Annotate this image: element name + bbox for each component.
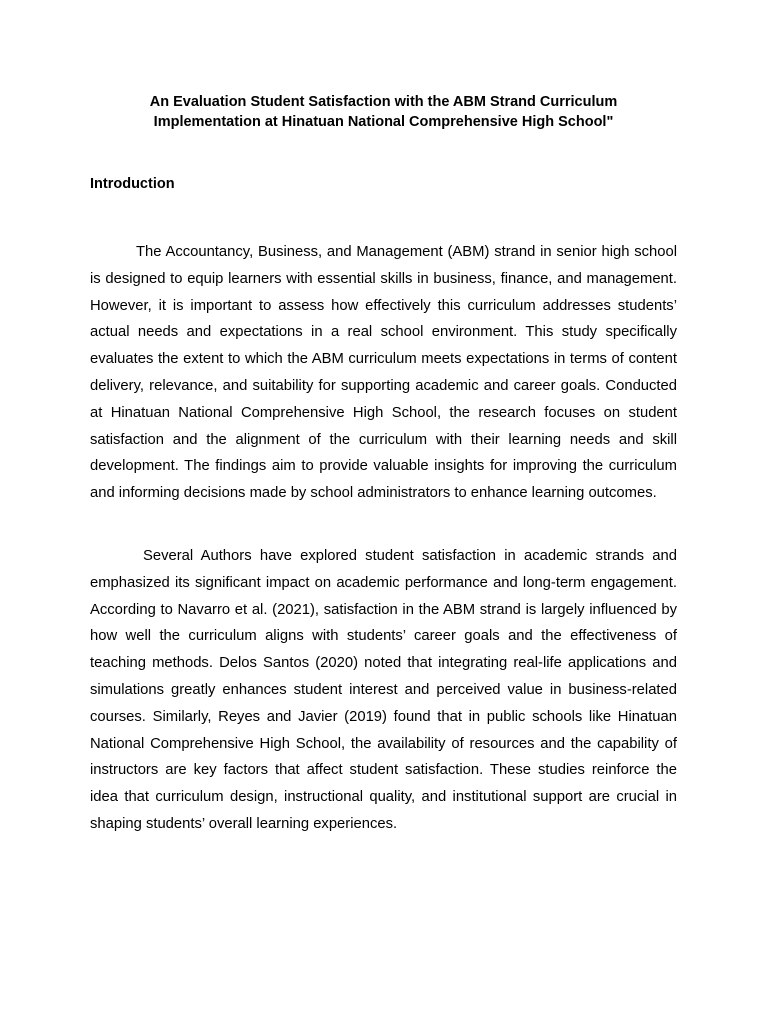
document-title <box>90 92 677 132</box>
title-line-2: Implementation at Hinatuan National Comprehensive High School" <box>153 114 614 130</box>
body-paragraph-2: Several Authors have explored student satisfaction in academic strands and emphasized its significant impact on academic performance and long-term engagement. According to Navarro et al. (2021), satisfaction in the ABM strand is largely influenced by how well the curriculum aligns with students’ career goals and the effectiveness of teaching methods. Delos Santos (2020) noted that integrating real-life applications and simulations greatly enhances student interest and perceived value in business-related courses. Similarly, Reyes and Javier (2019) found that in public schools like Hinatuan National Comprehensive High School, the availability of resources and the capability of instructors are key factors that affect student satisfaction. These studies reinforce the idea that curriculum design, instructional quality, and institutional support are crucial in shaping students’ overall learning experiences. <box>90 548 677 832</box>
body-paragraph-1: The Accountancy, Business, and Management (ABM) strand in senior high school is designed to equip learners with essential skills in business, finance, and management. However, it is important to assess how effectively this curriculum addresses students’ actual needs and expectations in a real school environment. This study specifically evaluates the extent to which the ABM curriculum meets expectations in terms of content delivery, relevance, and suitability for supporting academic and career goals. Conducted at Hinatuan National Comprehensive High School, the research focuses on student satisfaction and the alignment of the curriculum with their learning needs and skill development. The findings aim to provide valuable insights for improving the curriculum and informing decisions made by school administrators to enhance learning outcomes. <box>90 244 677 502</box>
section-heading-introduction: Introduction <box>90 176 175 192</box>
title-line-1: An Evaluation Student Satisfaction with the ABM Strand Curriculum <box>149 94 618 110</box>
